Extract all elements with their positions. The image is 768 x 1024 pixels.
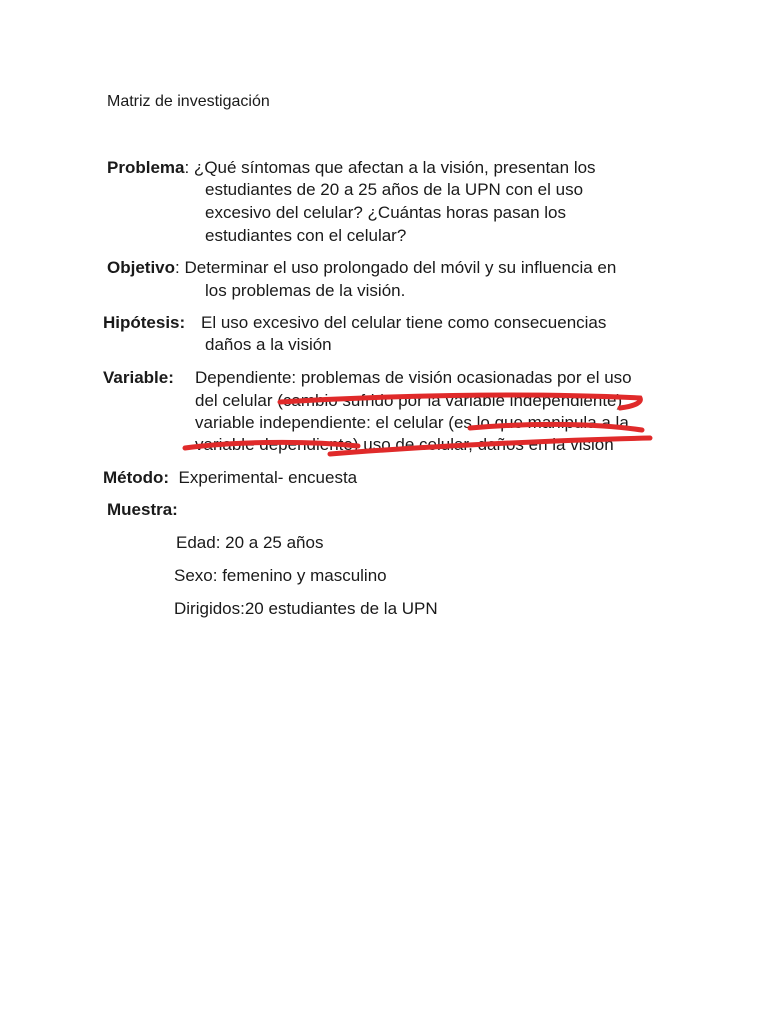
objetivo-label: Objetivo	[107, 258, 176, 277]
variable-struck-text-1: (cambio sufrido por la variable independiente)	[277, 391, 623, 410]
problema-text-line2: estudiantes de 20 a 25 años de la UPN con el uso	[205, 180, 584, 199]
problema-text-line3: excesivo del celular? ¿Cuántas horas pasan los	[205, 203, 566, 222]
muestra-edad: Edad: 20 a 25 años	[176, 533, 324, 552]
problema-label: Problema	[107, 158, 185, 177]
variable-text-line2-plain: del celular	[195, 391, 273, 410]
variable-text-line1: Dependiente: problemas de visión ocasionadas por el uso	[195, 368, 632, 387]
variable-text-line4-plain: ) uso de celular, daños en la visión	[352, 435, 614, 454]
problema-row	[107, 157, 596, 179]
muestra-label: Muestra:	[107, 500, 178, 519]
hipotesis-label: Hipótesis:	[103, 313, 186, 332]
objetivo-text-line2: los problemas de la visión.	[205, 281, 406, 300]
metodo-row	[103, 467, 357, 489]
muestra-sexo: Sexo: femenino y masculino	[174, 566, 387, 585]
variable-struck-text-3: variable dependiente	[195, 435, 353, 454]
variable-text-line2	[195, 390, 622, 412]
hipotesis-text-line1: El uso excesivo del celular tiene como consecuencias	[201, 313, 607, 332]
variable-text-line3	[195, 412, 629, 434]
hipotesis-text-line2: daños a la visión	[205, 335, 332, 354]
variable-text-line4	[195, 434, 614, 456]
muestra-dirigidos: Dirigidos:20 estudiantes de la UPN	[174, 599, 438, 618]
metodo-value: Experimental- encuesta	[178, 468, 358, 487]
problema-text-line4: estudiantes con el celular?	[205, 226, 407, 245]
objetivo-row	[107, 257, 616, 279]
variable-text-line3-plain: variable independiente: el celular (	[195, 413, 454, 432]
variable-label: Variable:	[103, 368, 174, 387]
objetivo-text-line1: : Determinar el uso prolongado del móvil y su influencia en	[175, 258, 617, 277]
metodo-label: Método:	[103, 468, 170, 487]
document-title: Matriz de investigación	[107, 93, 270, 110]
variable-struck-text-2: es lo que manipula a la	[453, 413, 629, 432]
problema-text-line1: : ¿Qué síntomas que afectan a la visión, presentan los	[184, 158, 596, 177]
